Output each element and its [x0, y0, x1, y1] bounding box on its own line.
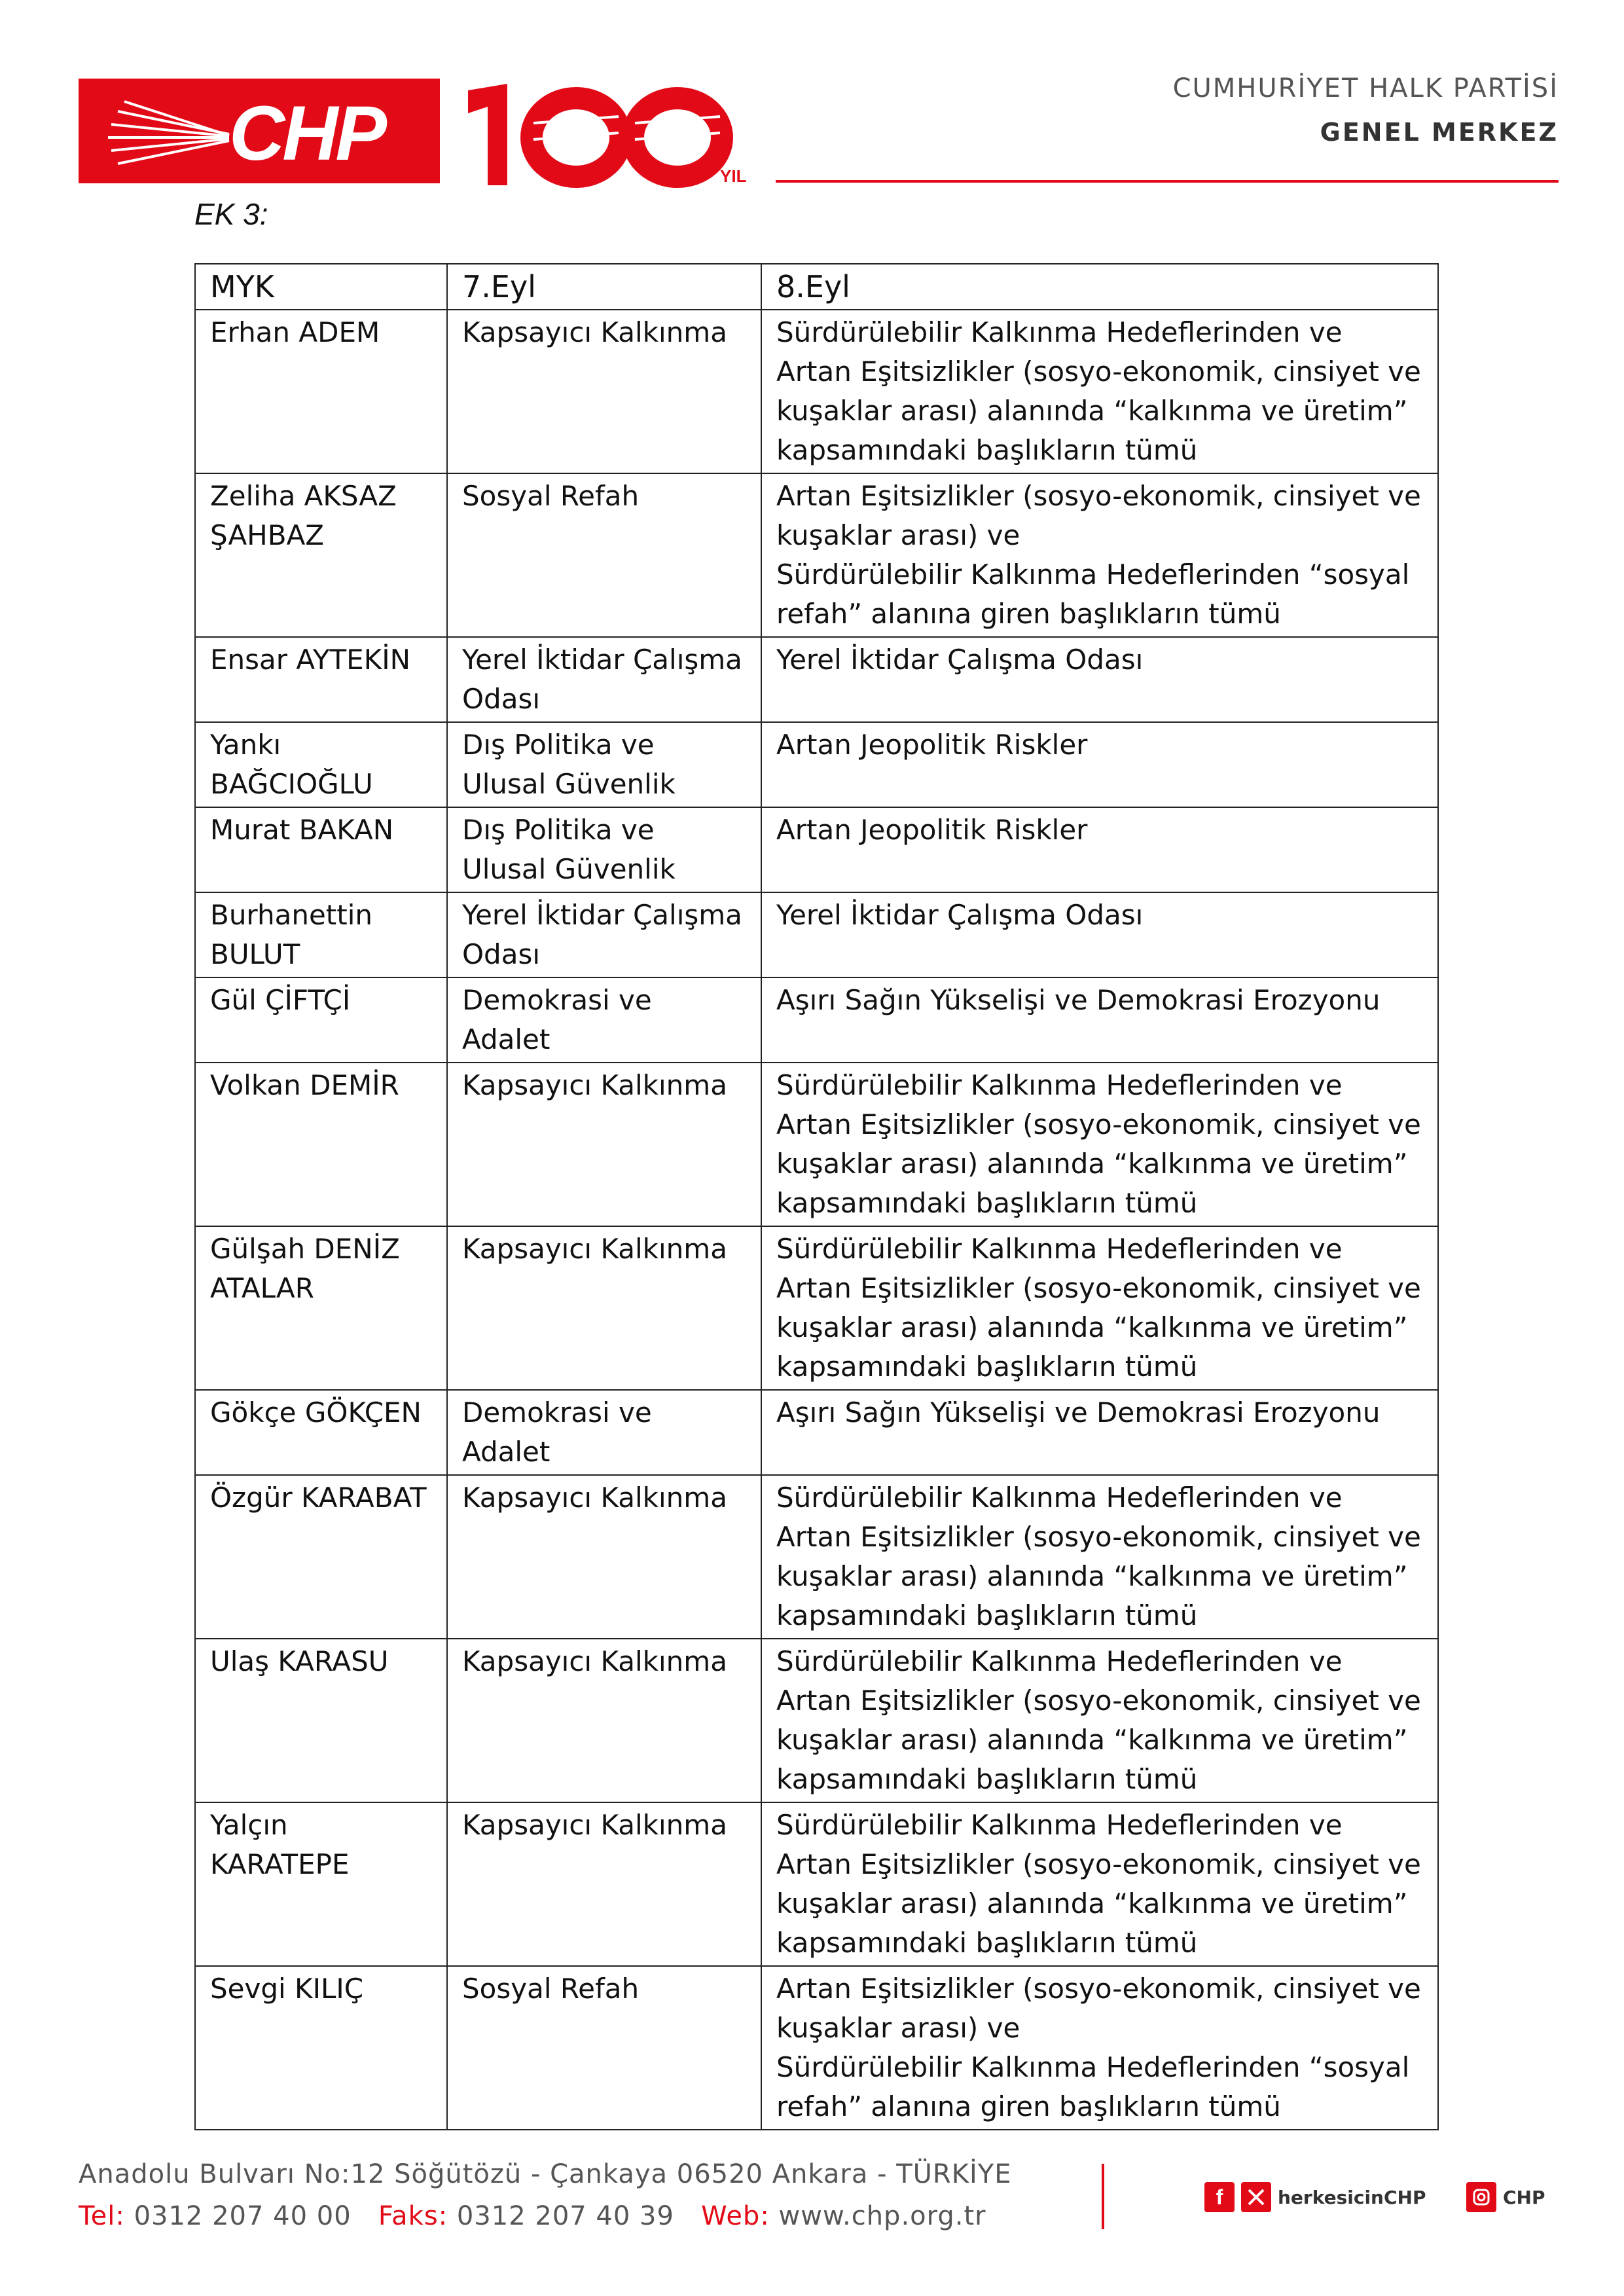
cell-member: Özgür KARABAT: [195, 1475, 447, 1639]
cell-8-eyl: Aşırı Sağın Yükselişi ve Demokrasi Erozyonu: [761, 977, 1438, 1063]
web-link[interactable]: www.chp.org.tr: [778, 2201, 986, 2231]
cell-member: Gül ÇİFTÇİ: [195, 977, 447, 1063]
cell-8-eyl: Artan Jeopolitik Riskler: [761, 807, 1438, 892]
cell-member: Gülşah DENİZ ATALAR: [195, 1226, 447, 1390]
table-row: [195, 310, 1438, 473]
table-row: [195, 722, 1438, 807]
cell-member: Burhanettin BULUT: [195, 892, 447, 977]
table-row: [195, 637, 1438, 722]
cell-7-eyl: Dış Politika ve Ulusal Güvenlik: [447, 722, 761, 807]
centenary-yil-label: YIL: [720, 166, 747, 186]
cell-8-eyl: Sürdürülebilir Kalkınma Hedeflerinden ve Artan Eşitsizlikler (sosyo-ekonomik, cinsiyet ve kuşaklar arası) alanında “kalkınma ve üretim” kapsamındaki başlıkların tümü: [761, 1475, 1438, 1639]
cell-7-eyl: Kapsayıcı Kalkınma: [447, 1226, 761, 1390]
org-subtitle: GENEL MERKEZ: [1320, 118, 1559, 147]
social-twitter-facebook: [1204, 2182, 1426, 2212]
column-header-myk: MYK: [195, 264, 447, 310]
table-row: [195, 1802, 1438, 1966]
table-row: [195, 473, 1438, 637]
cell-7-eyl: Kapsayıcı Kalkınma: [447, 1802, 761, 1966]
cell-8-eyl: Sürdürülebilir Kalkınma Hedeflerinden ve Artan Eşitsizlikler (sosyo-ekonomik, cinsiyet ve kuşaklar arası) alanında “kalkınma ve üretim” kapsamındaki başlıkların tümü: [761, 1226, 1438, 1390]
cell-7-eyl: Yerel İktidar Çalışma Odası: [447, 637, 761, 722]
assignment-table: [194, 263, 1439, 2130]
tel-label: Tel:: [79, 2201, 125, 2231]
instagram-handle: CHP: [1503, 2186, 1545, 2208]
table-row: [195, 1063, 1438, 1226]
cell-member: Erhan ADEM: [195, 310, 447, 473]
cell-8-eyl: Sürdürülebilir Kalkınma Hedeflerinden ve Artan Eşitsizlikler (sosyo-ekonomik, cinsiyet ve kuşaklar arası) alanında “kalkınma ve üretim” kapsamındaki başlıkların tümü: [761, 1639, 1438, 1802]
cell-7-eyl: Yerel İktidar Çalışma Odası: [447, 892, 761, 977]
cell-8-eyl: Yerel İktidar Çalışma Odası: [761, 637, 1438, 722]
cell-7-eyl: Kapsayıcı Kalkınma: [447, 310, 761, 473]
table-row: [195, 1390, 1438, 1475]
logo-text: CHP: [229, 90, 385, 177]
cell-8-eyl: Aşırı Sağın Yükselişi ve Demokrasi Erozyonu: [761, 1390, 1438, 1475]
cell-member: Ensar AYTEKİN: [195, 637, 447, 722]
table-row: [195, 807, 1438, 892]
social-handle: herkesicinCHP: [1278, 2186, 1426, 2208]
cell-member: Zeliha AKSAZ ŞAHBAZ: [195, 473, 447, 637]
web-label: Web:: [701, 2201, 770, 2231]
fax-value: 0312 207 40 39: [456, 2201, 674, 2231]
footer-address: Anadolu Bulvarı No:12 Söğütözü - Çankaya 06520 Ankara - TÜRKİYE: [79, 2159, 1012, 2189]
cell-7-eyl: Kapsayıcı Kalkınma: [447, 1063, 761, 1226]
table-row: [195, 892, 1438, 977]
table-row: [195, 1966, 1438, 2130]
cell-8-eyl: Yerel İktidar Çalışma Odası: [761, 892, 1438, 977]
cell-7-eyl: Kapsayıcı Kalkınma: [447, 1475, 761, 1639]
cell-8-eyl: Sürdürülebilir Kalkınma Hedeflerinden ve Artan Eşitsizlikler (sosyo-ekonomik, cinsiyet ve kuşaklar arası) alanında “kalkınma ve üretim” kapsamındaki başlıkların tümü: [761, 310, 1438, 473]
cell-member: Murat BAKAN: [195, 807, 447, 892]
tel-value: 0312 207 40 00: [134, 2201, 352, 2231]
header-divider: [776, 180, 1559, 183]
cell-8-eyl: Artan Eşitsizlikler (sosyo-ekonomik, cinsiyet ve kuşaklar arası) ve Sürdürülebilir Kalkınma Hedeflerinden “sosyal refah” alanına giren başlıkların tümü: [761, 1966, 1438, 2130]
table-row: [195, 1475, 1438, 1639]
cell-member: Yankı BAĞCIOĞLU: [195, 722, 447, 807]
table-header-row: [195, 264, 1438, 310]
cell-7-eyl: Demokrasi ve Adalet: [447, 1390, 761, 1475]
column-header-8-eyl: 8.Eyl: [761, 264, 1438, 310]
chp-logo: [79, 79, 440, 183]
annex-label: EK 3:: [194, 197, 268, 231]
instagram-icon[interactable]: [1466, 2182, 1496, 2212]
cell-8-eyl: Sürdürülebilir Kalkınma Hedeflerinden ve Artan Eşitsizlikler (sosyo-ekonomik, cinsiyet ve kuşaklar arası) alanında “kalkınma ve üretim” kapsamındaki başlıkların tümü: [761, 1063, 1438, 1226]
org-name: CUMHURİYET HALK PARTİSİ: [1172, 73, 1559, 103]
cell-7-eyl: Kapsayıcı Kalkınma: [447, 1639, 761, 1802]
social-instagram: [1466, 2182, 1545, 2212]
cell-member: Gökçe GÖKÇEN: [195, 1390, 447, 1475]
six-arrows-icon: [105, 98, 236, 170]
cell-8-eyl: Sürdürülebilir Kalkınma Hedeflerinden ve Artan Eşitsizlikler (sosyo-ekonomik, cinsiyet ve kuşaklar arası) alanında “kalkınma ve üretim” kapsamındaki başlıkların tümü: [761, 1802, 1438, 1966]
footer-contact: [79, 2201, 986, 2231]
table-row: [195, 1226, 1438, 1390]
cell-member: Yalçın KARATEPE: [195, 1802, 447, 1966]
table-row: [195, 977, 1438, 1063]
cell-8-eyl: Artan Jeopolitik Riskler: [761, 722, 1438, 807]
cell-member: Volkan DEMİR: [195, 1063, 447, 1226]
cell-7-eyl: Sosyal Refah: [447, 473, 761, 637]
cell-member: Sevgi KILIÇ: [195, 1966, 447, 2130]
cell-7-eyl: Dış Politika ve Ulusal Güvenlik: [447, 807, 761, 892]
cell-8-eyl: Artan Eşitsizlikler (sosyo-ekonomik, cinsiyet ve kuşaklar arası) ve Sürdürülebilir Kalkınma Hedeflerinden “sosyal refah” alanına giren başlıkların tümü: [761, 473, 1438, 637]
table-row: [195, 1639, 1438, 1802]
cell-7-eyl: Sosyal Refah: [447, 1966, 761, 2130]
cell-member: Ulaş KARASU: [195, 1639, 447, 1802]
x-icon[interactable]: [1241, 2182, 1271, 2212]
footer-divider: [1102, 2164, 1104, 2229]
cell-7-eyl: Demokrasi ve Adalet: [447, 977, 761, 1063]
fax-label: Faks:: [378, 2201, 448, 2231]
column-header-7-eyl: 7.Eyl: [447, 264, 761, 310]
facebook-icon[interactable]: f: [1204, 2182, 1235, 2212]
